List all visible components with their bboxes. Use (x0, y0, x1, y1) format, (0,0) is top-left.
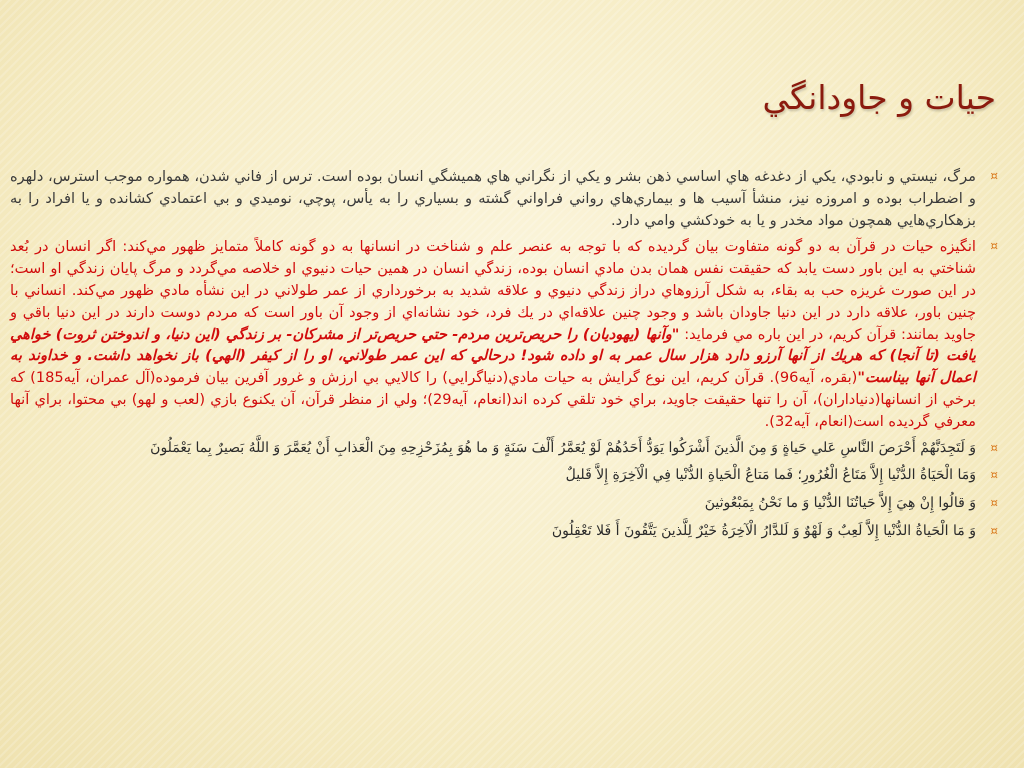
bullet-icon: ¤ (990, 239, 998, 254)
verse-3 (10, 493, 998, 515)
verse-text: وَ قالُوا إِنْ هِيَ إِلاَّ حَياتُنَا الدُّنْيا وَ ما نَحْنُ بِمَبْعُوثينَ (704, 495, 976, 512)
verse-text: وَ مَا الْحَياةُ الدُّنْيا إِلاَّ لَعِبٌ وَ لَهْوٌ وَ لَلدَّارُ الْآخِرَةُ خَيْرٌ لِلَّذينَ يَتَّقُونَ أَ فَلا تَعْقِلُونَ (551, 522, 976, 539)
slide-body (10, 166, 998, 549)
slide-title: حيات و جاودانگي (762, 78, 996, 117)
verse-text: وَمَا الْحَيَاةُ الدُّنْيا إِلاَّ مَتَاعُ الْغُرُورِ؛ فَما مَتاعُ الْحَياةِ الدُّنْيا فِي الْآخِرَةِ إِلاَّ قَليلٌ (565, 467, 976, 484)
verse-1 (10, 438, 998, 460)
verse-text: وَ لَتَجِدَنَّهُمْ أَحْرَصَ النَّاسِ عَلي حَياةٍ وَ مِنَ الَّذينَ أَشْرَكُوا يَوَدُّ أَحَدُهُمْ لَوْ يُعَمَّرُ أَلْفَ سَنَةٍ وَ ما هُوَ بِمُزَحْزِحِهِ مِنَ الْعَذابِ أَنْ يُعَمَّرَ وَ اللَّهُ بَصيرٌ بِما يَعْمَلُونَ (150, 439, 976, 456)
bullet-icon: ¤ (990, 440, 998, 455)
paragraph-text: انگيزه حيات در قرآن به دو گونه متفاوت بيان گرديده كه با توجه به عنصر علم و شناخت در انسانها به دو گونه كاملاً متمايز ظهور مي‌كند: اگر انسان در بُعد شناختي به اين باور دست يابد كه حقيقت نفس همان بدن مادي انسان بوده، زندگي انسان در همين حيات دنيوي او خلاصه مي‌گردد و مرگ پايان زندگي او است؛ در اين صورت غريزه حب به بقاء، به شكل آرزوهاي دراز زندگي دنيوي و علاقه شديد به برخورداري از عمر طولاني در اين نشأه مادي ظهور مي‌كند. انساني با چنين باور، علاقه دارد در اين دنيا جاودان باشد و وجود چنين علاقه‌اي در يك فرد، خود نشانه‌اي از وجود آن باور است كه مردم دوست دارند در اين دنيا باقي و جاويد بمانند: قرآن كريم، در اين باره مي فرمايد: (10, 238, 976, 343)
verse-4 (10, 521, 998, 543)
bullet-icon: ¤ (990, 169, 998, 183)
bullet-icon: ¤ (990, 523, 998, 538)
paragraph-2 (10, 236, 998, 432)
paragraph-1 (10, 166, 998, 231)
bullet-icon: ¤ (990, 468, 998, 483)
quran-quote: "و‌آنها (يهوديان) را حريص‌ترين مردم- حتي حريص‌تر از مشركان- بر زندگي (اين دنيا، و اندوختن ثروت) خواهي يافت (تا آنجا) كه هريك از آنها آرزو دارد هزار سال عمر به او داده شود! درحالي كه اين عمر طولاني، او را از كيفر (الهي) باز نخواهد داشت. و خداوند به اعمال آنها بيناست" (10, 325, 976, 387)
paragraph-text-cont: (بقره، آيه96). قرآن كريم، اين نوع گرايش به حيات مادي(دنياگرايي) را كالايي بي ارزش و غرور آفرين بيان فرموده(آل عمران، آيه185) كه برخي از انسانها(دنياداران)، آن را تنها حقيقت جاويد، براي خود تلقي كرده اند(انعام، آيه29)؛ ولي از منظر قرآن، آن يكنوع بازي (لعب و لهو) بي محتوا، براي آنها معرفي گرديده است(انعام، آيه32). (10, 369, 976, 430)
verse-2 (10, 465, 998, 487)
paragraph-text: مرگ، نيستي و نابودي، يكي از دغدغه هاي اساسي ذهن بشر و يكي از نگراني هاي هميشگي انسان بوده است. ترس از فاني شدن، همواره موجب استرس، دلهره و اضطراب بوده و امروزه نيز، منشأ آسيب ها و بيماري‌هاي رواني فراواني گشته و بسياري را به يأس، پوچي، نوميدي و بي اعتمادي كشانده و يا افراد را به بزهكاري‌هايي همچون مواد مخدر و يا به خودكشي وامي دارد. (10, 168, 976, 229)
bullet-icon: ¤ (990, 496, 998, 511)
